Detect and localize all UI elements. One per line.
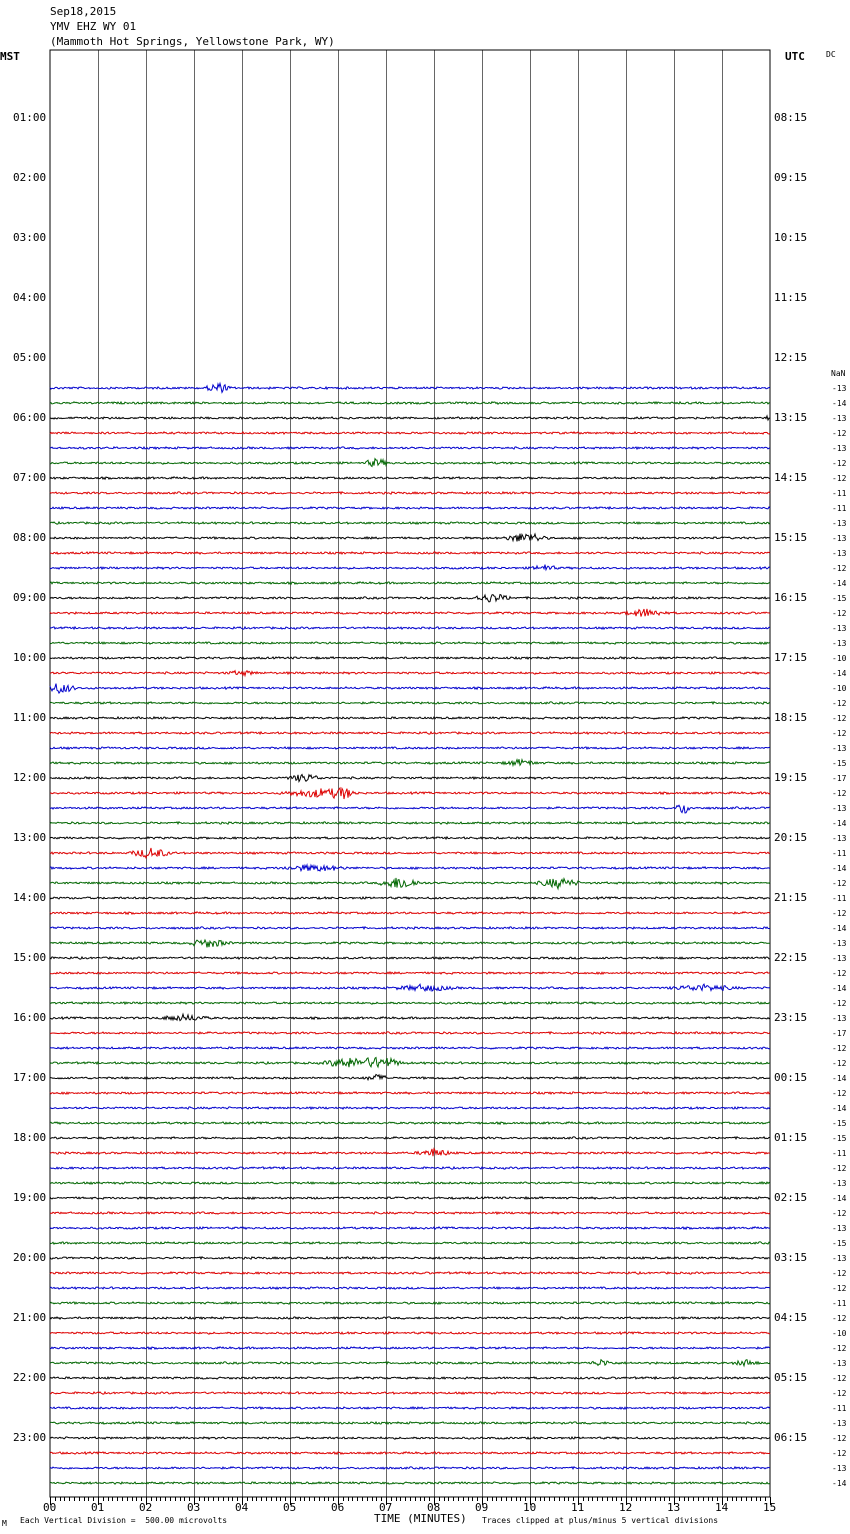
x-tick-label: 02 bbox=[139, 1501, 153, 1514]
right-hour-label: 15:15 bbox=[774, 531, 808, 544]
seismic-trace bbox=[50, 759, 770, 765]
right-hour-label: 11:15 bbox=[774, 291, 808, 304]
trace-offset-label: -12 bbox=[832, 474, 847, 483]
x-tick-label: 09 bbox=[475, 1501, 489, 1514]
trace-offset-label: -15 bbox=[832, 1134, 847, 1143]
trace-offset-label: -13 bbox=[832, 1464, 847, 1473]
seismic-trace bbox=[50, 447, 770, 449]
seismic-trace bbox=[50, 1197, 770, 1199]
left-hour-label: 23:00 bbox=[13, 1431, 47, 1444]
seismic-trace bbox=[50, 1452, 770, 1454]
plot-frame bbox=[50, 50, 770, 1497]
seismic-trace bbox=[50, 1167, 770, 1169]
seismic-trace bbox=[50, 657, 770, 659]
trace-layer bbox=[50, 383, 770, 1484]
seismic-trace bbox=[50, 1242, 770, 1244]
right-hour-label: 17:15 bbox=[774, 651, 808, 664]
x-axis-layer bbox=[51, 1497, 771, 1505]
seismic-trace bbox=[50, 1407, 770, 1409]
seismic-trace bbox=[50, 1058, 770, 1068]
right-hour-label: 21:15 bbox=[774, 891, 808, 904]
right-hour-label: 10:15 bbox=[774, 231, 808, 244]
trace-offset-label: -12 bbox=[832, 909, 847, 918]
seismic-trace bbox=[50, 534, 770, 542]
trace-offset-label: -12 bbox=[832, 969, 847, 978]
trace-offset-label: -13 bbox=[832, 414, 847, 423]
right-hour-label: 05:15 bbox=[774, 1371, 808, 1384]
seismic-trace bbox=[50, 747, 770, 749]
left-hour-label: 04:00 bbox=[13, 291, 47, 304]
trace-offset-label: -14 bbox=[832, 669, 847, 678]
trace-offset-label: -11 bbox=[832, 504, 847, 513]
seismic-trace bbox=[50, 1377, 770, 1379]
left-hour-label: 05:00 bbox=[13, 351, 47, 364]
seismic-trace bbox=[50, 1002, 770, 1004]
trace-offset-label: -10 bbox=[832, 684, 847, 693]
left-hour-label: 12:00 bbox=[13, 771, 47, 784]
clip-note: Traces clipped at plus/minus 5 vertical divisions bbox=[482, 1516, 719, 1525]
x-tick-label: 11 bbox=[571, 1501, 585, 1514]
trace-offset-label: -14 bbox=[832, 1074, 847, 1083]
station-location: (Mammoth Hot Springs, Yellowstone Park, WY) bbox=[50, 35, 335, 48]
seismic-trace bbox=[50, 1122, 770, 1124]
trace-offset-label: -10 bbox=[832, 654, 847, 663]
left-hour-label: 15:00 bbox=[13, 951, 47, 964]
right-hour-label: 02:15 bbox=[774, 1191, 808, 1204]
seismic-trace bbox=[50, 1212, 770, 1214]
trace-offset-label: -13 bbox=[832, 1179, 847, 1188]
trace-offset-label: -13 bbox=[832, 444, 847, 453]
trace-offset-label: -11 bbox=[832, 489, 847, 498]
footer-mark: M bbox=[2, 1519, 7, 1528]
plot-date: Sep18,2015 bbox=[50, 5, 117, 18]
seismic-trace bbox=[50, 552, 770, 554]
seismic-trace bbox=[50, 1137, 770, 1139]
seismic-trace bbox=[50, 507, 770, 509]
trace-offset-label: -12 bbox=[832, 1374, 847, 1383]
trace-offset-label: -11 bbox=[832, 1404, 847, 1413]
right-hour-label: 06:15 bbox=[774, 1431, 808, 1444]
trace-offset-label: -12 bbox=[832, 1209, 847, 1218]
x-axis-title: TIME (MINUTES) bbox=[374, 1512, 467, 1525]
seismic-trace bbox=[50, 1302, 770, 1304]
x-tick-label: 15 bbox=[763, 1501, 777, 1514]
trace-offset-label: -13 bbox=[832, 534, 847, 543]
right-hour-label: 12:15 bbox=[774, 351, 808, 364]
trace-offset-label: -13 bbox=[832, 1224, 847, 1233]
x-tick-label: 06 bbox=[331, 1501, 345, 1514]
trace-offset-label: -14 bbox=[832, 1479, 847, 1488]
seismic-trace bbox=[50, 1014, 770, 1020]
seismic-trace bbox=[50, 459, 770, 467]
right-hour-label: 03:15 bbox=[774, 1251, 808, 1264]
seismic-trace bbox=[50, 837, 770, 839]
x-tick-label: 08 bbox=[427, 1501, 441, 1514]
trace-offset-label: -12 bbox=[832, 1059, 847, 1068]
seismic-trace bbox=[50, 957, 770, 959]
seismic-trace bbox=[50, 702, 770, 704]
right-hour-label: 19:15 bbox=[774, 771, 808, 784]
right-hour-label: 08:15 bbox=[774, 111, 808, 124]
seismic-trace bbox=[50, 1287, 770, 1289]
seismic-trace bbox=[50, 1047, 770, 1049]
trace-offset-label: -14 bbox=[832, 819, 847, 828]
trace-offset-label: -12 bbox=[832, 1269, 847, 1278]
trace-offset-label: -17 bbox=[832, 774, 847, 783]
right-hour-label: 22:15 bbox=[774, 951, 808, 964]
seismic-trace bbox=[50, 582, 770, 584]
right-hour-label: 00:15 bbox=[774, 1071, 808, 1084]
trace-offset-label: -14 bbox=[832, 984, 847, 993]
left-hour-label: 08:00 bbox=[13, 531, 47, 544]
trace-offset-label: -13 bbox=[832, 1419, 847, 1428]
trace-offset-label: -13 bbox=[832, 549, 847, 558]
left-hour-label: 07:00 bbox=[13, 471, 47, 484]
seismic-trace bbox=[50, 1437, 770, 1439]
right-hour-label: 20:15 bbox=[774, 831, 808, 844]
seismic-trace bbox=[50, 1347, 770, 1349]
seismic-trace bbox=[50, 1467, 770, 1469]
trace-offset-label: -14 bbox=[832, 399, 847, 408]
trace-offset-label: -13 bbox=[832, 954, 847, 963]
seismic-trace bbox=[50, 595, 770, 602]
trace-offset-label: -12 bbox=[832, 789, 847, 798]
seismic-trace bbox=[50, 565, 770, 570]
trace-offset-label: -13 bbox=[832, 624, 847, 633]
trace-offset-label: -15 bbox=[832, 759, 847, 768]
right-hour-label: 01:15 bbox=[774, 1131, 808, 1144]
seismic-trace bbox=[50, 383, 770, 392]
seismic-trace bbox=[50, 642, 770, 644]
right-hour-label: 14:15 bbox=[774, 471, 808, 484]
seismic-trace bbox=[50, 627, 770, 629]
trace-offset-label: -14 bbox=[832, 1104, 847, 1113]
seismic-trace bbox=[50, 897, 770, 899]
seismic-trace bbox=[50, 1332, 770, 1334]
x-tick-label: 14 bbox=[715, 1501, 729, 1514]
right-hour-label: 16:15 bbox=[774, 591, 808, 604]
seismic-trace bbox=[50, 717, 770, 719]
right-hour-label: 23:15 bbox=[774, 1011, 808, 1024]
seismic-trace bbox=[50, 522, 770, 524]
trace-offset-label: -11 bbox=[832, 849, 847, 858]
trace-offset-label: -13 bbox=[832, 1254, 847, 1263]
station-code: YMV EHZ WY 01 bbox=[50, 20, 137, 33]
seismic-trace bbox=[50, 432, 770, 434]
trace-offset-label: -14 bbox=[832, 579, 847, 588]
seismic-trace bbox=[50, 1317, 770, 1319]
trace-offset-label: -17 bbox=[832, 1029, 847, 1038]
trace-offset-label: -12 bbox=[832, 1314, 847, 1323]
seismic-trace bbox=[50, 848, 770, 858]
trace-offset-label: -12 bbox=[832, 429, 847, 438]
seismic-trace bbox=[50, 732, 770, 734]
left-hour-label: 21:00 bbox=[13, 1311, 47, 1324]
trace-offset-label: -12 bbox=[832, 1344, 847, 1353]
seismic-trace bbox=[50, 1422, 770, 1424]
left-hour-label: 02:00 bbox=[13, 171, 47, 184]
left-hour-label: 22:00 bbox=[13, 1371, 47, 1384]
dc-label: DC bbox=[826, 50, 836, 59]
trace-offset-label: -12 bbox=[832, 1164, 847, 1173]
trace-offset-label: -13 bbox=[832, 744, 847, 753]
x-tick-label: 05 bbox=[283, 1501, 297, 1514]
trace-offset-label: -13 bbox=[832, 384, 847, 393]
trace-offset-label: -12 bbox=[832, 1044, 847, 1053]
x-tick-label: 07 bbox=[379, 1501, 393, 1514]
trace-offset-label: -12 bbox=[832, 999, 847, 1008]
seismic-trace bbox=[50, 609, 770, 617]
trace-offset-label: -10 bbox=[832, 1329, 847, 1338]
x-tick-label: 13 bbox=[667, 1501, 681, 1514]
trace-offset-label: -11 bbox=[832, 1299, 847, 1308]
trace-offset-label: -14 bbox=[832, 924, 847, 933]
seismic-trace bbox=[50, 1392, 770, 1394]
trace-offset-label: -14 bbox=[832, 864, 847, 873]
seismic-trace bbox=[50, 805, 770, 813]
seismic-trace bbox=[50, 912, 770, 914]
seismic-trace bbox=[50, 477, 770, 479]
trace-offset-label: -12 bbox=[832, 729, 847, 738]
right-hour-label: 09:15 bbox=[774, 171, 808, 184]
trace-offset-label: -15 bbox=[832, 594, 847, 603]
trace-offset-label: -13 bbox=[832, 939, 847, 948]
seismic-trace bbox=[50, 865, 770, 871]
trace-offset-label: -13 bbox=[832, 639, 847, 648]
seismic-trace bbox=[50, 416, 770, 420]
seismic-trace bbox=[50, 1092, 770, 1094]
trace-offset-label: -12 bbox=[832, 609, 847, 618]
left-hour-label: 13:00 bbox=[13, 831, 47, 844]
left-hour-label: 16:00 bbox=[13, 1011, 47, 1024]
trace-offset-label: -11 bbox=[832, 894, 847, 903]
seismic-trace bbox=[50, 788, 770, 799]
trace-offset-label: -14 bbox=[832, 1194, 847, 1203]
left-hour-label: 11:00 bbox=[13, 711, 47, 724]
seismic-trace bbox=[50, 492, 770, 494]
trace-offset-label: -12 bbox=[832, 1284, 847, 1293]
seismic-trace bbox=[50, 940, 770, 947]
trace-offset-label: -11 bbox=[832, 1149, 847, 1158]
trace-offset-label: -15 bbox=[832, 1119, 847, 1128]
trace-offset-label: -13 bbox=[832, 1014, 847, 1023]
seismic-trace bbox=[50, 822, 770, 824]
seismic-trace bbox=[50, 1257, 770, 1259]
trace-offset-label: -12 bbox=[832, 459, 847, 468]
trace-offset-label: -12 bbox=[832, 714, 847, 723]
trace-offset-label: -12 bbox=[832, 1434, 847, 1443]
seismic-trace bbox=[50, 1360, 770, 1366]
left-hour-label: 17:00 bbox=[13, 1071, 47, 1084]
left-hour-label: 01:00 bbox=[13, 111, 47, 124]
x-tick-label: 03 bbox=[187, 1501, 201, 1514]
seismic-trace bbox=[50, 1032, 770, 1034]
left-hour-label: 06:00 bbox=[13, 411, 47, 424]
trace-offset-label: -13 bbox=[832, 1359, 847, 1368]
trace-offset-label: -12 bbox=[832, 564, 847, 573]
seismic-trace bbox=[50, 684, 770, 694]
right-hour-label: 18:15 bbox=[774, 711, 808, 724]
left-hour-label: 09:00 bbox=[13, 591, 47, 604]
left-hour-label: 19:00 bbox=[13, 1191, 47, 1204]
seismic-trace bbox=[50, 1075, 770, 1080]
seismic-trace bbox=[50, 1272, 770, 1274]
trace-offset-label: -13 bbox=[832, 804, 847, 813]
trace-offset-label: -13 bbox=[832, 834, 847, 843]
seismic-trace bbox=[50, 878, 770, 889]
seismic-trace bbox=[50, 402, 770, 404]
grid-layer bbox=[50, 50, 770, 1497]
seismic-trace bbox=[50, 972, 770, 974]
seismic-trace bbox=[50, 1107, 770, 1109]
trace-offset-label: -12 bbox=[832, 1089, 847, 1098]
left-timezone-label: MST bbox=[0, 50, 20, 63]
left-hour-label: 14:00 bbox=[13, 891, 47, 904]
trace-offset-label: -12 bbox=[832, 1449, 847, 1458]
trace-offset-label: -12 bbox=[832, 879, 847, 888]
left-hour-label: 03:00 bbox=[13, 231, 47, 244]
x-tick-label: 12 bbox=[619, 1501, 633, 1514]
seismic-trace bbox=[50, 1227, 770, 1229]
right-timezone-label: UTC bbox=[785, 50, 805, 63]
left-hour-label: 10:00 bbox=[13, 651, 47, 664]
seismic-trace bbox=[50, 671, 770, 676]
x-tick-label: 00 bbox=[43, 1501, 57, 1514]
seismic-trace bbox=[50, 1149, 770, 1157]
x-tick-label: 01 bbox=[91, 1501, 105, 1514]
x-tick-label: 04 bbox=[235, 1501, 249, 1514]
trace-offset-label: -12 bbox=[832, 699, 847, 708]
nan-label: NaN bbox=[831, 369, 846, 378]
seismic-trace bbox=[50, 1482, 770, 1484]
trace-offset-label: -13 bbox=[832, 519, 847, 528]
trace-offset-label: -12 bbox=[832, 1389, 847, 1398]
right-hour-label: 13:15 bbox=[774, 411, 808, 424]
seismic-trace bbox=[50, 1182, 770, 1184]
division-note: Each Vertical Division = 500.00 microvolts bbox=[20, 1516, 228, 1525]
left-hour-label: 18:00 bbox=[13, 1131, 47, 1144]
x-tick-label: 10 bbox=[523, 1501, 537, 1514]
seismic-trace bbox=[50, 775, 770, 782]
seismic-trace bbox=[50, 927, 770, 929]
seismic-trace bbox=[50, 984, 770, 991]
right-hour-label: 04:15 bbox=[774, 1311, 808, 1324]
trace-offset-label: -15 bbox=[832, 1239, 847, 1248]
left-hour-label: 20:00 bbox=[13, 1251, 47, 1264]
